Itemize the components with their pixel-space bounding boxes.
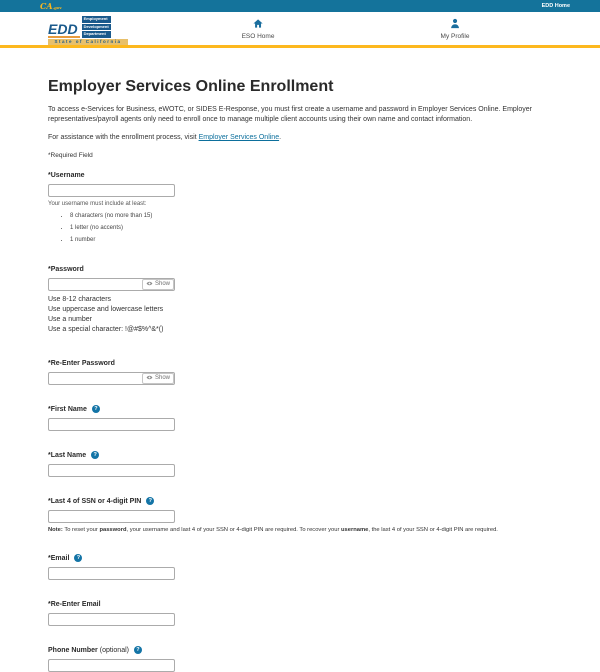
intro-paragraph: To access e-Services for Business, eWOTC, or SIDES E-Response, you must first create a username and password in Employer Services Online. Employer representatives/payroll agents only need to enroll once to manage multiple client accounts using their own name and contact information. — [48, 106, 532, 123]
email-label: *Email ? — [48, 554, 556, 563]
phone-input[interactable] — [48, 659, 175, 672]
last-name-group — [48, 451, 556, 477]
password-rules — [48, 295, 556, 335]
username-helper-text: Your username must include at least: — [48, 200, 147, 207]
last-name-label: *Last Name ? — [48, 451, 556, 460]
nav-my-profile-label: My Profile — [440, 33, 470, 40]
ssn-pin-input[interactable] — [48, 510, 175, 523]
edd-logo[interactable] — [48, 16, 128, 45]
password-rule: Use a number — [48, 315, 92, 323]
ca-gov-logo[interactable]: CA.gov — [40, 1, 62, 11]
required-field-note: *Required Field — [48, 151, 93, 159]
phone-group — [48, 646, 556, 672]
eye-icon — [146, 281, 153, 288]
ssn-pin-note: Note: To reset your password, your username and last 4 of your SSN or 4-digit PIN are required. To recover your username, the last 4 of your SSN or 4-digit PIN are required. — [48, 526, 498, 533]
reenter-email-group — [48, 600, 556, 626]
password-rule: Use 8-12 characters — [48, 295, 112, 303]
first-name-label: *First Name ? — [48, 405, 556, 414]
page-title: Employer Services Online Enrollment — [48, 78, 334, 95]
username-label: *Username — [48, 171, 85, 179]
enrollment-form — [48, 171, 556, 672]
password-group — [48, 265, 556, 335]
password-rule: Use uppercase and lowercase letters — [48, 305, 164, 313]
ssn-pin-group — [48, 497, 556, 534]
nav-eso-home[interactable] — [242, 17, 275, 40]
phone-label: Phone Number (optional) ? — [48, 646, 556, 655]
first-name-input[interactable] — [48, 418, 175, 431]
nav-my-profile[interactable] — [441, 17, 470, 40]
help-icon[interactable]: ? — [146, 497, 154, 505]
first-name-group — [48, 405, 556, 431]
password-rule: Use a special character: !@#$%^&*() — [48, 325, 164, 333]
site-header — [0, 12, 600, 48]
edd-logo-lines: Employment Development Department — [83, 16, 109, 36]
employer-services-online-link[interactable]: Employer Services Online — [198, 134, 280, 141]
assistance-line: For assistance with the enrollment process, visit Employer Services Online. — [48, 134, 282, 141]
reenter-password-label: *Re-Enter Password — [48, 359, 115, 367]
username-input[interactable] — [48, 184, 175, 197]
edd-logo-tagline: State of California — [48, 39, 128, 45]
username-rule: • 1 letter (no accents) — [70, 225, 556, 231]
help-icon[interactable]: ? — [91, 451, 99, 459]
last-name-input[interactable] — [48, 464, 175, 477]
eye-icon — [146, 375, 153, 382]
help-icon[interactable]: ? — [92, 405, 100, 413]
reenter-email-input[interactable] — [48, 613, 175, 626]
username-rule: • 8 characters (no more than 15) — [70, 213, 556, 219]
edd-home-link[interactable]: EDD Home — [541, 3, 570, 9]
username-rules-list — [70, 213, 556, 243]
help-icon[interactable]: ? — [74, 554, 82, 562]
home-icon — [253, 17, 264, 32]
email-input[interactable] — [48, 567, 175, 580]
nav-eso-home-label: ESO Home — [241, 33, 275, 40]
username-rule: • 1 number — [70, 237, 556, 243]
username-group — [48, 171, 556, 243]
help-icon[interactable]: ? — [134, 646, 142, 654]
show-reenter-password-button[interactable]: Show — [142, 373, 174, 384]
edd-logo-acronym: EDD — [48, 20, 78, 37]
reenter-email-label: *Re-Enter Email — [48, 600, 101, 608]
top-utility-bar — [0, 0, 600, 12]
email-group — [48, 554, 556, 580]
show-password-button[interactable]: Show — [142, 279, 174, 290]
password-label: *Password — [48, 265, 84, 273]
person-icon — [450, 17, 461, 32]
main-content — [0, 78, 600, 672]
ssn-pin-label: *Last 4 of SSN or 4-digit PIN ? — [48, 497, 556, 506]
reenter-password-group — [48, 359, 556, 385]
